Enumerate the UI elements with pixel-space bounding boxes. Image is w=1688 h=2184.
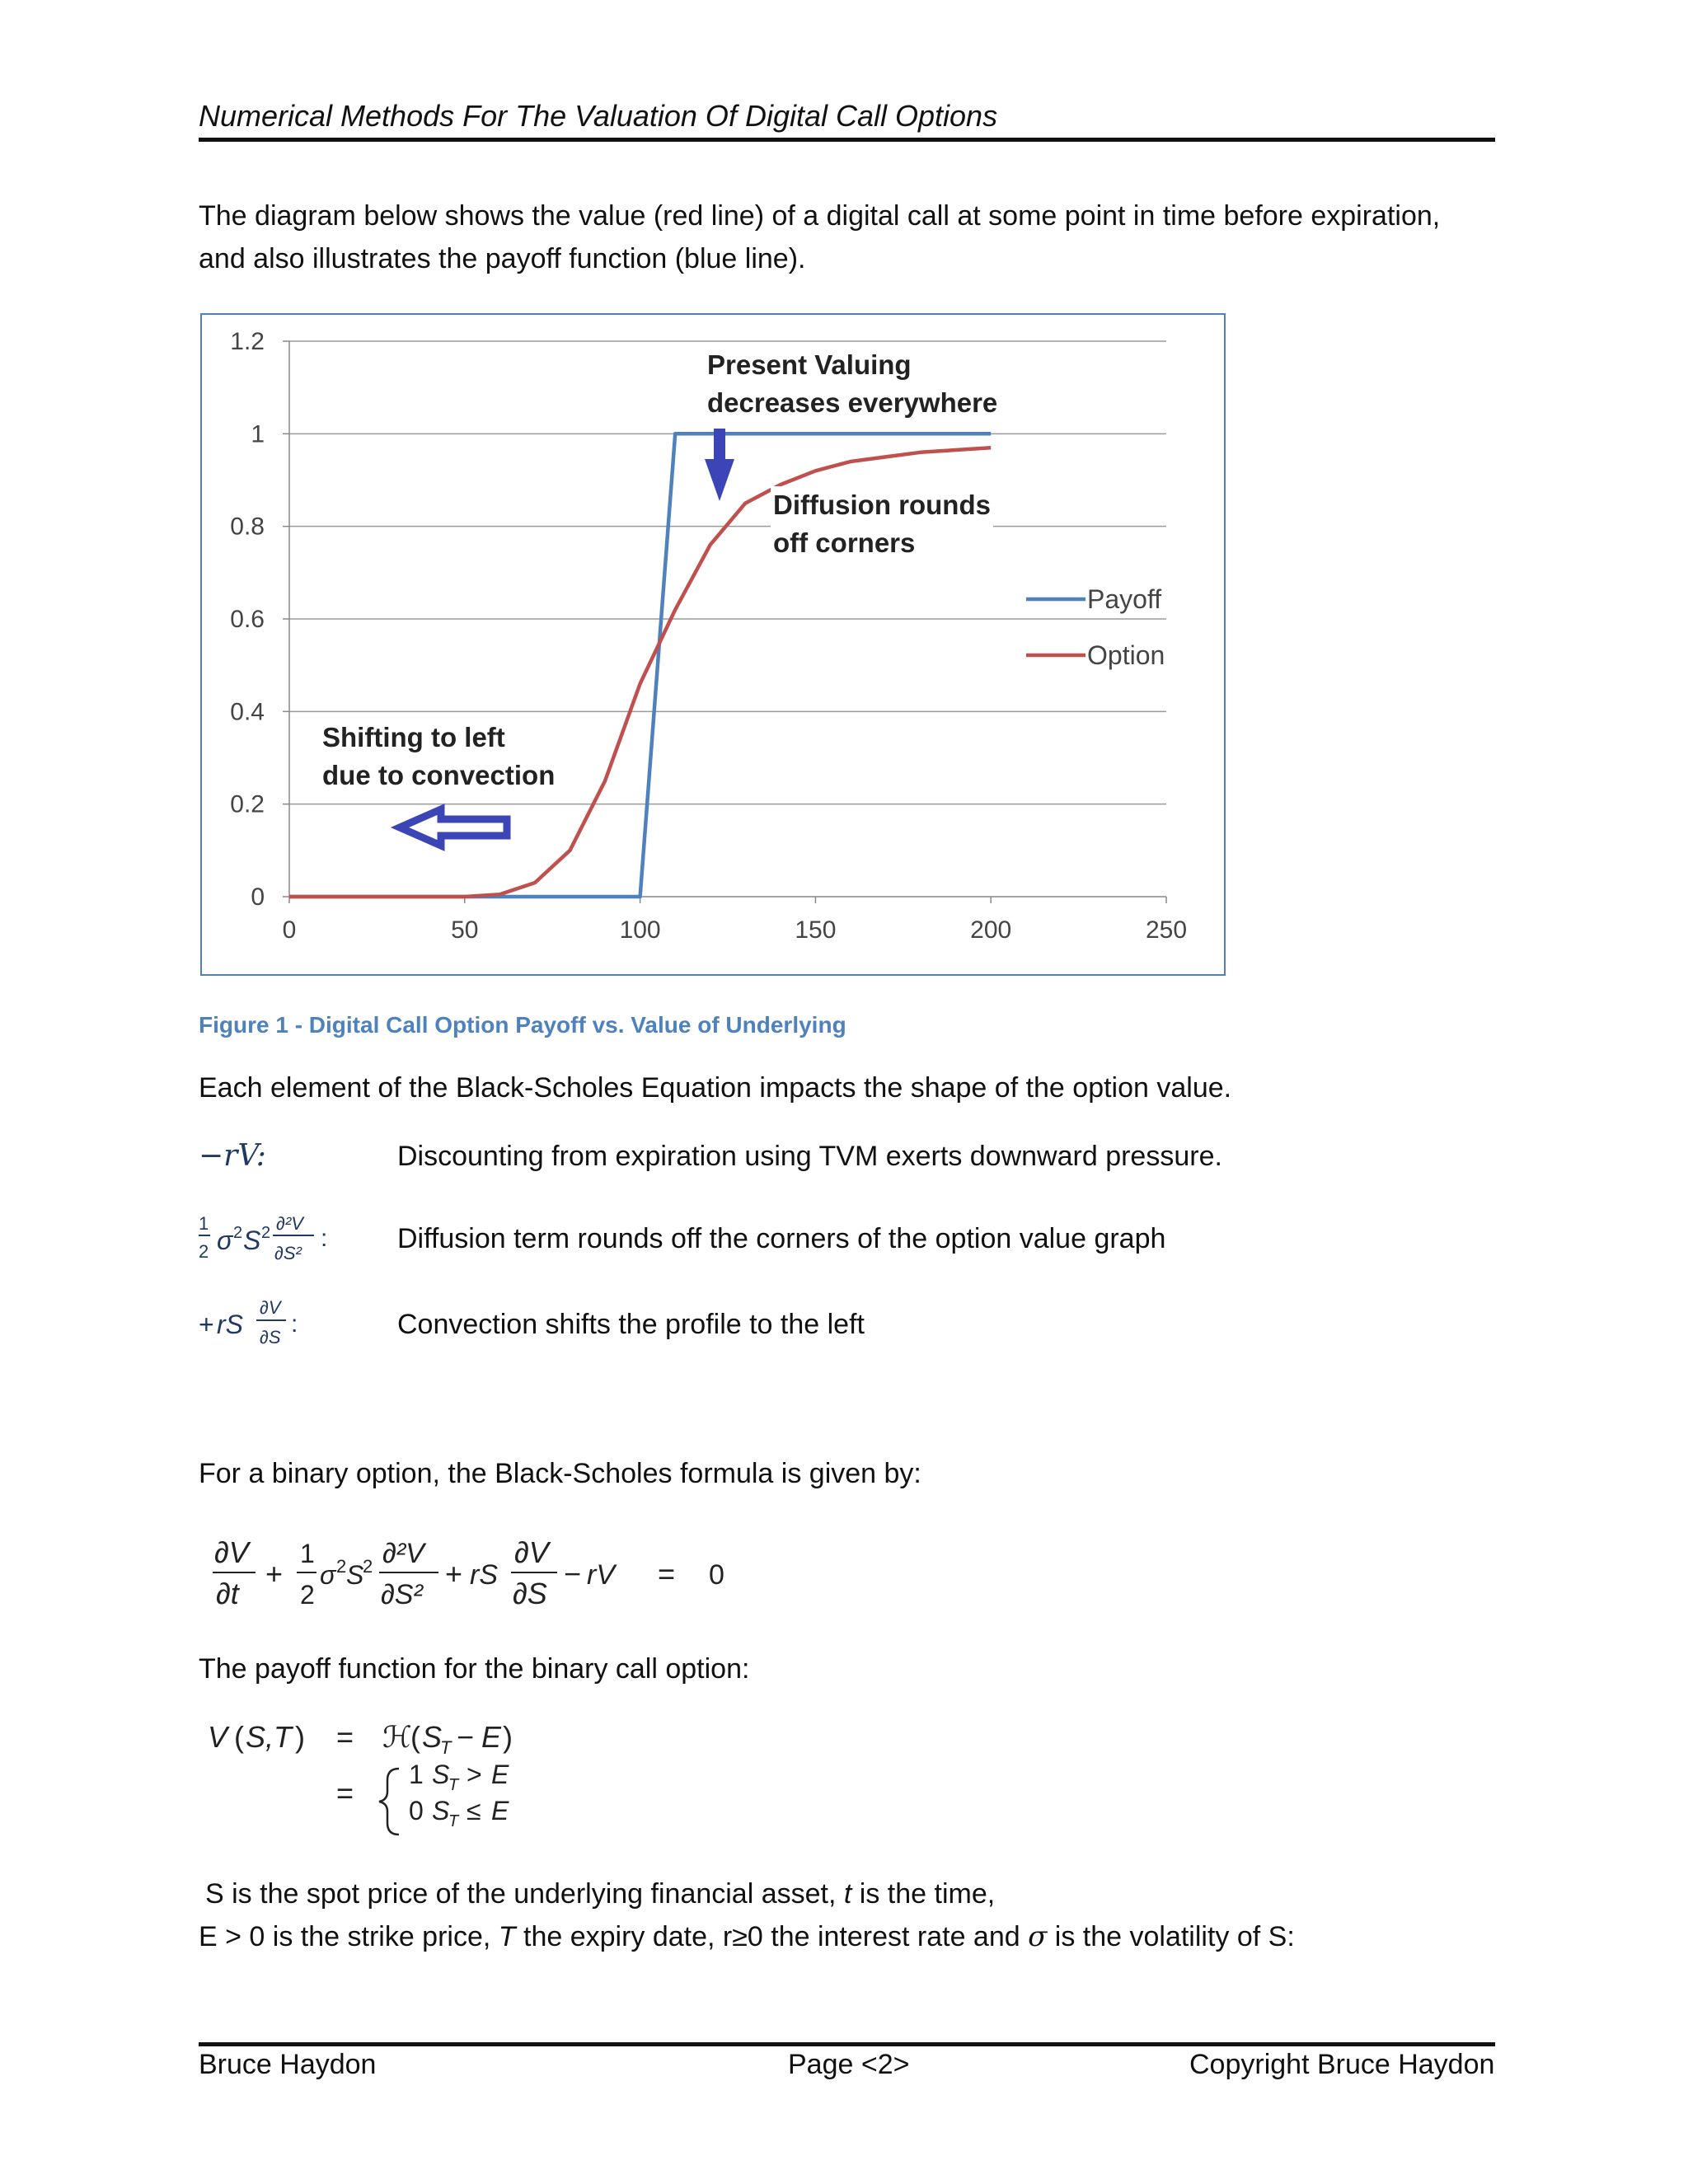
x-tick-label: 0: [282, 916, 297, 944]
annotation-present-valuing-line2: decreases everywhere: [707, 387, 998, 418]
svg-text:T: T: [448, 1776, 459, 1794]
legend-label-option: Option: [1087, 640, 1165, 670]
svg-text:rV: rV: [587, 1559, 615, 1591]
svg-text:S: S: [346, 1560, 364, 1590]
y-tick-label: 0.8: [230, 513, 265, 541]
definitions-paragraph: [199, 1872, 1295, 1958]
svg-text:V: V: [208, 1720, 228, 1754]
svg-text:∂S: ∂S: [260, 1327, 281, 1347]
svg-text:1: 1: [300, 1539, 315, 1568]
payoff-intro-text: The payoff function for the binary call option:: [199, 1653, 750, 1685]
footer-rule: [199, 2042, 1495, 2046]
y-tick-label: 0.2: [230, 790, 265, 818]
svg-text:σ: σ: [320, 1560, 336, 1590]
term-discount-formula: −rV:: [199, 1139, 266, 1173]
svg-text:S: S: [243, 1226, 261, 1255]
svg-text:−: −: [457, 1720, 475, 1754]
svg-text:−: −: [564, 1557, 582, 1591]
svg-text:S: S: [432, 1796, 450, 1825]
svg-text:∂V: ∂V: [214, 1535, 249, 1569]
y-tick-label: 0: [251, 883, 265, 911]
svg-text:ℋ: ℋ: [382, 1720, 412, 1754]
down-arrow-icon: [705, 429, 734, 501]
svg-text:∂²V: ∂²V: [382, 1538, 424, 1569]
definitions-line-1: S is the spot price of the underlying financial asset, t is the time,: [205, 1878, 996, 1910]
svg-text:≤: ≤: [467, 1796, 481, 1825]
x-tick-label: 150: [795, 916, 837, 944]
svg-text:E: E: [491, 1796, 509, 1825]
svg-text:2: 2: [336, 1556, 347, 1577]
svg-text:>: >: [467, 1760, 482, 1789]
y-tick-label: 1: [251, 420, 265, 448]
annotation-convection-line1: Shifting to left: [322, 722, 505, 752]
svg-text:∂S: ∂S: [513, 1577, 547, 1610]
svg-text:∂S²: ∂S²: [274, 1243, 302, 1263]
svg-text:σ: σ: [217, 1226, 233, 1255]
convection-formula-svg: [199, 1296, 363, 1353]
footer-author: Bruce Haydon: [199, 2049, 377, 2080]
footer-page-number: Page <2>: [788, 2049, 910, 2080]
svg-text:=: =: [658, 1557, 676, 1591]
svg-text:∂²V: ∂²V: [276, 1213, 303, 1234]
annotation-diffusion-line2: off corners: [773, 527, 916, 558]
annotation-present-valuing-line1: Present Valuing: [707, 349, 912, 380]
bs-intro-text: Each element of the Black-Scholes Equation impacts the shape of the option value.: [199, 1072, 1232, 1104]
header-rule: [199, 138, 1495, 142]
x-tick-label: 100: [619, 916, 661, 944]
svg-text:rS: rS: [217, 1310, 243, 1339]
svg-text:=: =: [336, 1776, 354, 1810]
x-tick-label: 50: [451, 916, 479, 944]
svg-text:∂V: ∂V: [260, 1297, 281, 1318]
x-tick-label: 200: [970, 916, 1012, 944]
svg-text:(: (: [234, 1720, 244, 1754]
term-convection-desc: Convection shifts the profile to the left: [397, 1309, 865, 1340]
svg-text:S: S: [422, 1720, 443, 1754]
svg-text:E: E: [491, 1760, 509, 1789]
svg-text:E: E: [481, 1720, 502, 1754]
svg-text:): ): [503, 1720, 513, 1754]
annotation-diffusion-line1: Diffusion rounds: [773, 490, 991, 520]
svg-text:∂t: ∂t: [216, 1577, 239, 1610]
term-discount-desc: Discounting from expiration using TVM exerts downward pressure.: [397, 1141, 1222, 1172]
term-diffusion-desc: Diffusion term rounds off the corners of the option value graph: [397, 1223, 1166, 1254]
document-header-title: Numerical Methods For The Valuation Of Digital Call Options: [199, 99, 998, 133]
svg-text::: :: [321, 1225, 328, 1252]
intro-line-2: and also illustrates the payoff function (blue line).: [199, 243, 806, 274]
figure-caption: Figure 1 - Digital Call Option Payoff vs. Value of Underlying: [199, 1012, 846, 1038]
legend-label-payoff: Payoff: [1087, 584, 1162, 614]
svg-text:S,T: S,T: [246, 1720, 293, 1754]
x-tick-label: 250: [1145, 916, 1188, 944]
y-tick-label: 1.2: [230, 328, 265, 355]
term-convection-formula: [199, 1296, 363, 1353]
svg-text:2: 2: [199, 1241, 209, 1262]
svg-text:∂V: ∂V: [514, 1535, 549, 1569]
svg-text:0: 0: [409, 1796, 424, 1825]
svg-text:1: 1: [199, 1213, 209, 1234]
svg-text:0: 0: [709, 1559, 724, 1591]
svg-text:=: =: [336, 1720, 354, 1754]
payoff-function-equation: [204, 1714, 584, 1838]
intro-line-1: The diagram below shows the value (red line) of a digital call at some point in time before expiration,: [199, 200, 1441, 232]
binary-intro-text: For a binary option, the Black-Scholes formula is given by:: [199, 1458, 921, 1489]
svg-text:1: 1: [409, 1760, 424, 1789]
term-diffusion-formula: [199, 1208, 363, 1266]
svg-text:2: 2: [300, 1580, 315, 1610]
svg-text::: :: [291, 1310, 298, 1338]
svg-text:+: +: [265, 1557, 284, 1591]
svg-text:∂S²: ∂S²: [381, 1579, 423, 1610]
black-scholes-equation: [208, 1530, 752, 1620]
svg-text:2: 2: [363, 1556, 373, 1577]
y-tick-label: 0.4: [230, 698, 265, 726]
svg-text:T: T: [448, 1812, 459, 1830]
svg-text:+: +: [445, 1557, 463, 1591]
payoff-option-chart: [202, 315, 1224, 974]
svg-text:2: 2: [233, 1224, 243, 1242]
intro-paragraph: [199, 194, 1440, 280]
svg-text:rS: rS: [470, 1559, 498, 1591]
black-scholes-equation-svg: [208, 1530, 752, 1620]
svg-text:(: (: [410, 1720, 420, 1754]
definitions-line-2: E > 0 is the strike price, T the expiry date, r≥0 the interest rate and σ is the volatility of S:: [199, 1920, 1295, 1953]
svg-text:T: T: [440, 1737, 452, 1758]
left-arrow-icon: [400, 809, 507, 846]
svg-text:S: S: [432, 1760, 450, 1789]
diffusion-formula-svg: [199, 1208, 363, 1266]
footer-copyright: Copyright Bruce Haydon: [1189, 2049, 1495, 2080]
svg-text:+: +: [199, 1310, 214, 1339]
svg-text:): ): [295, 1720, 305, 1754]
y-tick-label: 0.6: [230, 606, 265, 633]
svg-text:2: 2: [261, 1224, 271, 1242]
payoff-function-svg: [204, 1714, 584, 1838]
chart-frame: [200, 313, 1226, 976]
annotation-convection-line2: due to convection: [322, 760, 556, 790]
